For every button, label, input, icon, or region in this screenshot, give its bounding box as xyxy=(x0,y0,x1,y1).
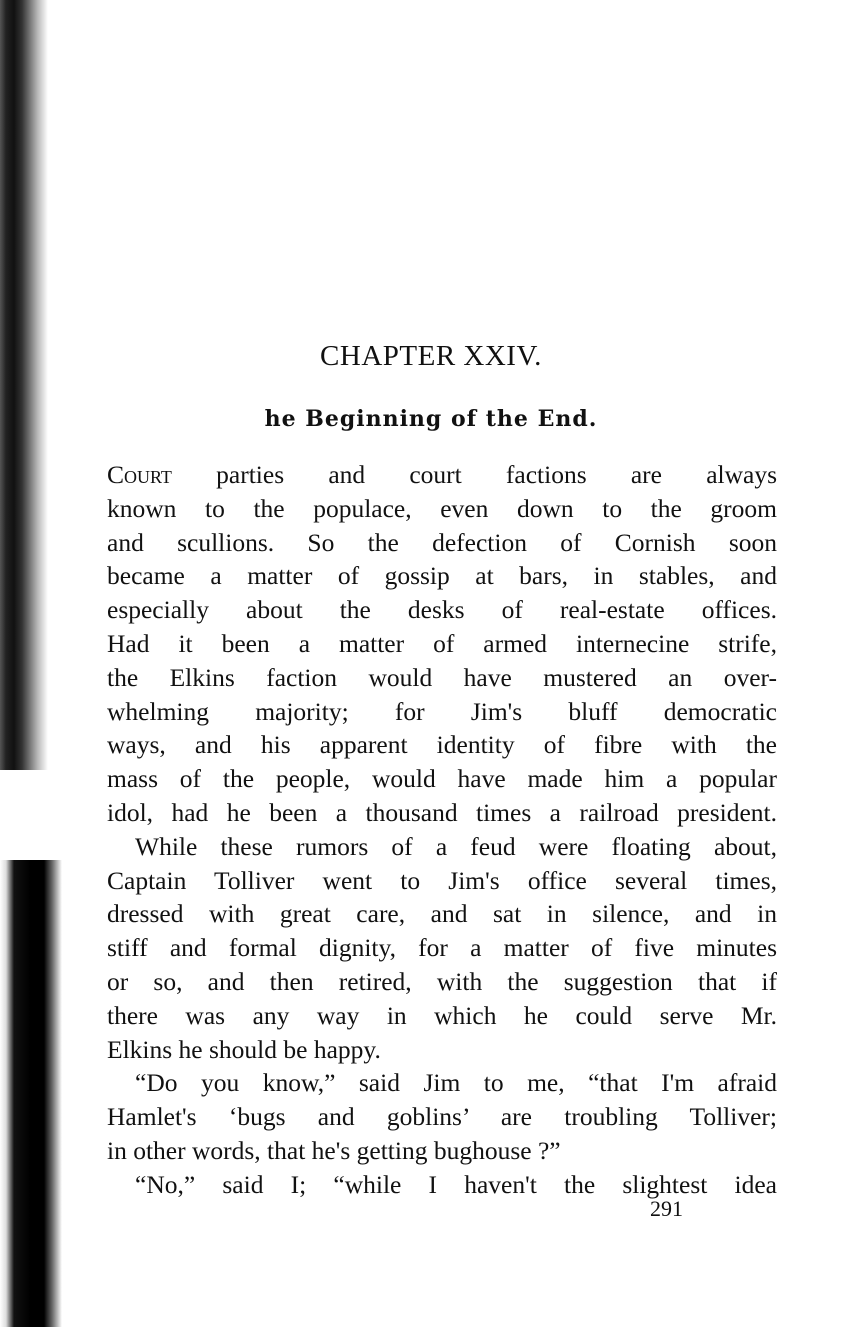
text-line-content: dressed with great care, and sat in silence, and in xyxy=(107,899,777,929)
text-line-content: Hamlet's ‘bugs and goblins’ are troubling Tolliver; xyxy=(107,1102,777,1132)
text-line xyxy=(107,796,777,830)
text-line xyxy=(107,627,777,661)
text-line xyxy=(107,830,777,864)
text-line-content: While these rumors of a feud were floating about, xyxy=(135,831,777,861)
binding-shadow-bottom xyxy=(0,860,62,1327)
text-line xyxy=(107,728,777,762)
text-line-content: Captain Tolliver went to Jim's office several times, xyxy=(107,865,777,895)
text-line xyxy=(107,897,777,931)
text-line xyxy=(107,999,777,1033)
text-line-content: Elkins he should be happy. xyxy=(107,1034,381,1064)
text-line xyxy=(107,762,777,796)
text-line-content: known to the populace, even down to the groom xyxy=(107,493,777,523)
text-line-content: Had it been a matter of armed internecine strife, xyxy=(107,628,777,658)
text-line-content: mass of the people, would have made him a popular xyxy=(107,764,777,794)
text-line xyxy=(107,1100,777,1134)
text-line-content: or so, and then retired, with the suggestion that if xyxy=(107,966,777,996)
text-line-content: “No,” said I; “while I haven't the slightest idea xyxy=(135,1169,777,1199)
text-line xyxy=(107,1134,777,1168)
text-line xyxy=(107,492,777,526)
chapter-title: CHAPTER XXIV. xyxy=(320,340,542,372)
text-line xyxy=(107,526,777,560)
text-line-content: idol, had he been a thousand times a railroad president. xyxy=(107,797,777,827)
text-line-content: in other words, that he's getting bughouse ?” xyxy=(107,1135,561,1165)
text-line-content: whelming majority; for Jim's bluff democratic xyxy=(107,696,777,726)
text-line xyxy=(107,695,777,729)
text-line xyxy=(107,593,777,627)
text-line-content: became a matter of gossip at bars, in stables, and xyxy=(107,561,777,591)
text-line xyxy=(107,1066,777,1100)
text-line-content: ways, and his apparent identity of fibre with the xyxy=(107,730,777,760)
text-line-content: “Do you know,” said Jim to me, “that I'm afraid xyxy=(135,1068,777,1098)
text-line xyxy=(107,965,777,999)
text-line xyxy=(107,559,777,593)
text-line-content: there was any way in which he could serve Mr. xyxy=(107,1000,777,1030)
text-line xyxy=(107,931,777,965)
binding-shadow-top xyxy=(0,0,48,770)
body-text xyxy=(107,458,777,1202)
text-line xyxy=(107,1033,777,1067)
page-number: 291 xyxy=(650,1196,683,1221)
text-line xyxy=(107,661,777,695)
text-line xyxy=(107,458,777,492)
text-line-content: especially about the desks of real-estate offices. xyxy=(107,595,777,625)
text-line-content: the Elkins faction would have mustered an over- xyxy=(107,662,777,692)
text-line-content: and scullions. So the defection of Cornish soon xyxy=(107,527,777,557)
text-line xyxy=(107,864,777,898)
text-line-content: parties and court factions are always xyxy=(171,460,777,489)
chapter-subtitle: he Beginning of the End. xyxy=(264,406,598,432)
text-line-content: stiff and formal dignity, for a matter of five minutes xyxy=(107,933,777,963)
first-word-small-caps: Court xyxy=(107,460,172,489)
